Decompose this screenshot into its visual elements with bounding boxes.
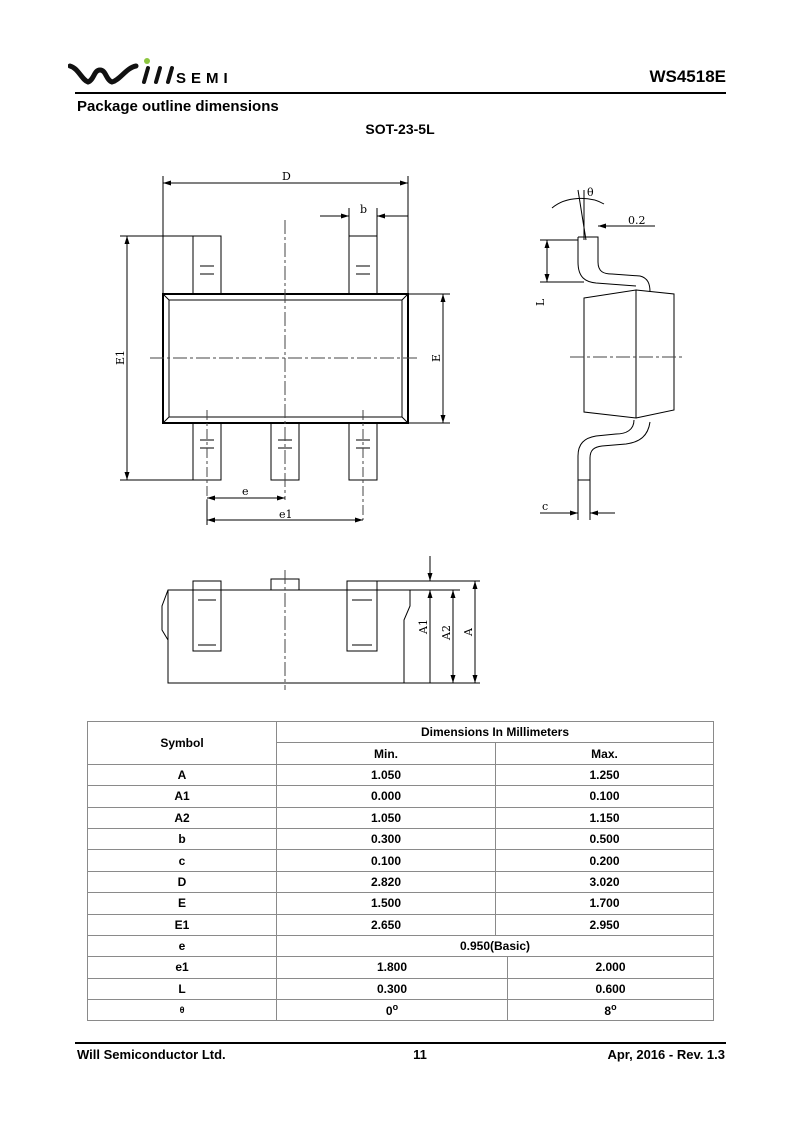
row-max: 0.600 bbox=[508, 978, 714, 999]
label-lead-thickness: 0.2 bbox=[628, 214, 646, 227]
theta-min-value: 0 bbox=[385, 1004, 393, 1019]
row-min: 0.000 bbox=[277, 786, 496, 807]
row-min: 1.050 bbox=[277, 764, 496, 785]
package-name: SOT-23-5L bbox=[365, 121, 435, 137]
degree-mark: o bbox=[611, 1002, 617, 1013]
row-symbol: A bbox=[88, 764, 277, 785]
row-symbol: θ bbox=[88, 1000, 277, 1021]
row-min: 0.300 bbox=[277, 978, 508, 999]
page-number: 11 bbox=[413, 1047, 427, 1062]
row-min: 1.800 bbox=[277, 957, 508, 978]
label-E1: E1 bbox=[114, 349, 127, 365]
row-max: 1.250 bbox=[496, 764, 714, 785]
brand-text: SEMI bbox=[176, 70, 233, 87]
row-max: 0.200 bbox=[496, 850, 714, 871]
row-symbol: A1 bbox=[88, 786, 277, 807]
table-row bbox=[88, 828, 714, 849]
row-symbol: L bbox=[88, 978, 277, 999]
row-symbol: b bbox=[88, 828, 277, 849]
footer-date-revision: Apr, 2016 - Rev. 1.3 bbox=[607, 1047, 725, 1062]
row-min: 1.050 bbox=[277, 807, 496, 828]
row-symbol: E1 bbox=[88, 914, 277, 935]
row-max: 2.950 bbox=[496, 914, 714, 935]
row-max: 3.020 bbox=[496, 871, 714, 892]
footer-company: Will Semiconductor Ltd. bbox=[77, 1047, 226, 1062]
symbol-header: Symbol bbox=[88, 722, 277, 765]
degree-mark: o bbox=[392, 1002, 399, 1013]
row-min: 0.100 bbox=[277, 850, 496, 871]
row-max: 0.500 bbox=[496, 828, 714, 849]
row-symbol: D bbox=[88, 871, 277, 892]
row-symbol: e1 bbox=[88, 957, 277, 978]
max-header: Max. bbox=[496, 743, 714, 764]
row-symbol: c bbox=[88, 850, 277, 871]
label-E: E bbox=[430, 353, 443, 362]
row-max bbox=[508, 1000, 714, 1021]
label-e: e bbox=[242, 485, 249, 498]
row-symbol: E bbox=[88, 893, 277, 914]
table-row bbox=[88, 957, 714, 978]
label-A1: A1 bbox=[417, 619, 430, 634]
table-row bbox=[88, 935, 714, 956]
label-L: L bbox=[534, 298, 547, 306]
row-symbol: A2 bbox=[88, 807, 277, 828]
dimensions-header: Dimensions In Millimeters bbox=[277, 722, 714, 743]
row-max: 2.000 bbox=[508, 957, 714, 978]
row-max: 1.700 bbox=[496, 893, 714, 914]
part-number: WS4518E bbox=[649, 67, 726, 86]
row-min: 2.820 bbox=[277, 871, 496, 892]
section-title: Package outline dimensions bbox=[77, 98, 279, 115]
footer-divider bbox=[75, 1042, 726, 1044]
label-theta: θ bbox=[587, 186, 594, 199]
row-max: 1.150 bbox=[496, 807, 714, 828]
row-symbol: e bbox=[88, 935, 277, 956]
table-row bbox=[88, 914, 714, 935]
label-A: A bbox=[462, 628, 475, 636]
table-row bbox=[88, 807, 714, 828]
table-row bbox=[88, 850, 714, 871]
table-row bbox=[88, 764, 714, 785]
min-header: Min. bbox=[277, 743, 496, 764]
table-row bbox=[88, 893, 714, 914]
label-c: c bbox=[542, 500, 549, 513]
theta-max-value: 8 bbox=[604, 1004, 612, 1019]
label-e1: e1 bbox=[279, 508, 293, 521]
row-min bbox=[277, 1000, 508, 1021]
table-row bbox=[88, 786, 714, 807]
label-D: D bbox=[282, 170, 291, 183]
table-row bbox=[88, 1000, 714, 1021]
row-min: 1.500 bbox=[277, 893, 496, 914]
row-value: 0.950(Basic) bbox=[277, 935, 714, 956]
dimensions-table bbox=[87, 721, 714, 1021]
row-min: 0.300 bbox=[277, 828, 496, 849]
row-min: 2.650 bbox=[277, 914, 496, 935]
table-row bbox=[88, 871, 714, 892]
label-A2: A2 bbox=[440, 625, 453, 640]
table-row bbox=[88, 978, 714, 999]
label-b: b bbox=[360, 203, 368, 216]
row-max: 0.100 bbox=[496, 786, 714, 807]
